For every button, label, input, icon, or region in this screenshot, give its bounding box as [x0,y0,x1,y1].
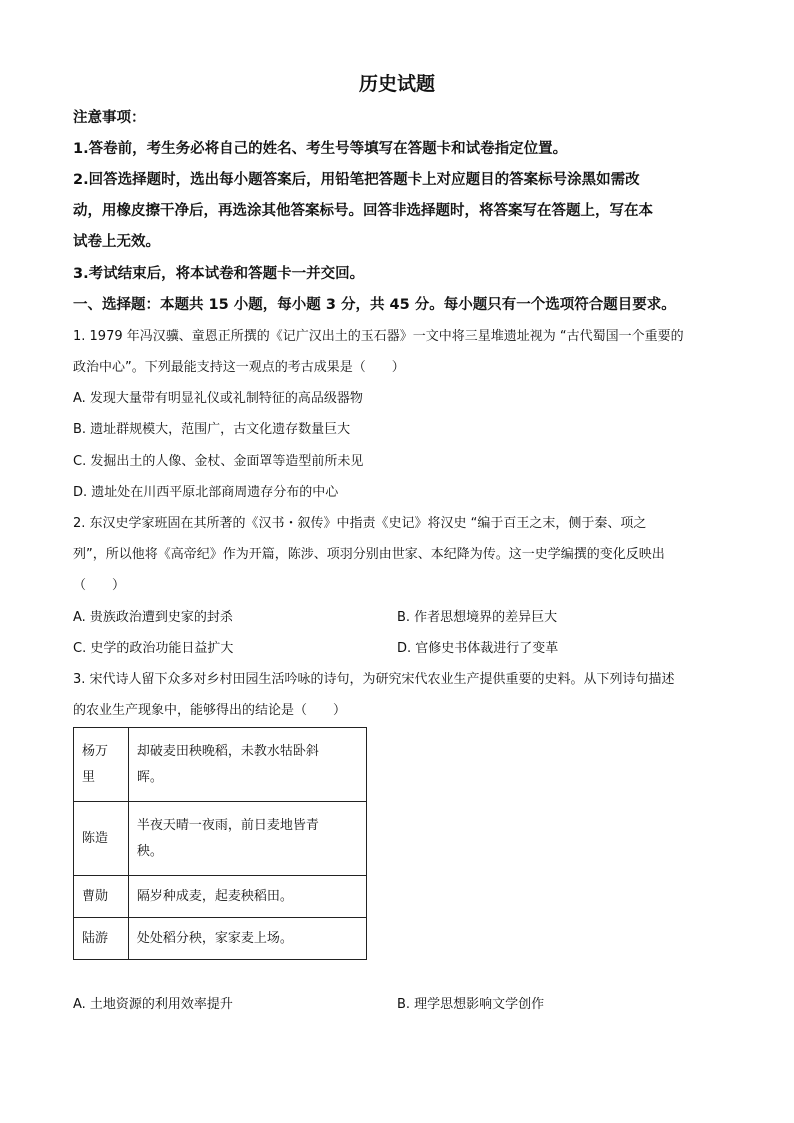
q2-stem-line-1: 2. 东汉史学家班固在其所著的《汉书・叙传》中指责《史记》将汉史 “编于百王之末，侧于秦、项之 [73,516,647,531]
table-row [74,918,367,960]
q3-stem-line-1: 3. 宋代诗人留下众多对乡村田园生活吟咏的诗句，为研究宋代农业生产提供重要的史料。从下列诗句描述 [73,672,675,687]
notes-item-2-line-3: 试卷上无效。 [73,234,160,250]
poet-cell [74,876,129,918]
q1-option-c: C. 发掘出土的人像、金杖、金面罩等造型前所未见 [73,454,364,469]
poet-cell [74,802,129,876]
table-row [74,802,367,876]
verse-line-1: 半夜天晴一夜雨，前日麦地皆青 [136,817,319,833]
q2-option-c: C. 史学的政治功能日益扩大 [73,641,234,656]
verse-cell [128,918,366,960]
q3-option-b: B. 理学思想影响文学创作 [397,997,545,1012]
section-1-heading: 一、选择题：本题共 15 小题，每小题 3 分，共 45 分。每小题只有一个选项符合题目要求。 [73,297,676,313]
notes-item-1: 1.答卷前，考生务必将自己的姓名、考生号等填写在答题卡和试卷指定位置。 [73,141,568,157]
q1-stem-line-1: 1. 1979 年冯汉骥、童恩正所撰的《记广汉出土的玉石器》一文中将三星堆遗址视为 “古代蜀国一个重要的 [73,329,684,344]
q3-option-a: A. 土地资源的利用效率提升 [73,997,233,1012]
q2-option-a: A. 贵族政治遭到史家的封杀 [73,610,233,625]
poet-name-line-1: 杨万 [82,743,109,759]
q2-option-d: D. 官修史书体裁进行了变革 [397,641,559,656]
verse-cell [128,802,366,876]
table-row [74,876,367,918]
q2-option-b: B. 作者思想境界的差异巨大 [397,610,558,625]
poet-name-line-2: 里 [82,769,96,785]
verse-line-1: 处处稻分秧，家家麦上场。 [136,930,293,946]
verse-line-1: 隔岁种成麦，起麦秧稻田。 [136,888,293,904]
q3-stem-line-2: 的农业生产现象中，能够得出的结论是（ ） [73,703,347,718]
poet-cell [74,728,129,802]
poet-name-line-1: 曹勋 [82,888,109,904]
verse-line-1: 却破麦田秧晚稻，未教水牯卧斜 [136,743,319,759]
table-row [74,728,367,802]
verse-cell [128,876,366,918]
verse-line-2: 秧。 [136,843,163,859]
poet-name-line-1: 陆游 [82,930,109,946]
poem-table [73,727,367,960]
poet-cell [74,918,129,960]
notes-item-2-line-1: 2.回答选择题时，选出每小题答案后，用铅笔把答题卡上对应题目的答案标号涂黑如需改 [73,172,640,188]
q1-option-a: A. 发现大量带有明显礼仪或礼制特征的高品级器物 [73,391,363,406]
page-title: 历史试题 [358,73,435,95]
q2-stem-line-2: 列”，所以他将《高帝纪》作为开篇，陈涉、项羽分别由世家、本纪降为传。这一史学编撰的变化反映出 [73,547,665,562]
verse-cell [128,728,366,802]
notes-item-2-line-2: 动，用橡皮擦干净后，再选涂其他答案标号。回答非选择题时，将答案写在答题上，写在本 [73,203,653,219]
notes-heading: 注意事项： [73,110,146,126]
notes-item-3: 3.考试结束后，将本试卷和答题卡一并交回。 [73,266,365,282]
q1-option-b: B. 遗址群规模大，范围广，古文化遗存数量巨大 [73,422,351,437]
verse-line-2: 晖。 [136,769,163,785]
q1-stem-line-2: 政治中心”。下列最能支持这一观点的考古成果是（ ） [73,360,405,375]
q1-option-d: D. 遗址处在川西平原北部商周遗存分布的中心 [73,485,339,500]
poet-name-line-1: 陈造 [82,830,109,846]
q2-stem-line-3: （ ） [73,578,126,593]
